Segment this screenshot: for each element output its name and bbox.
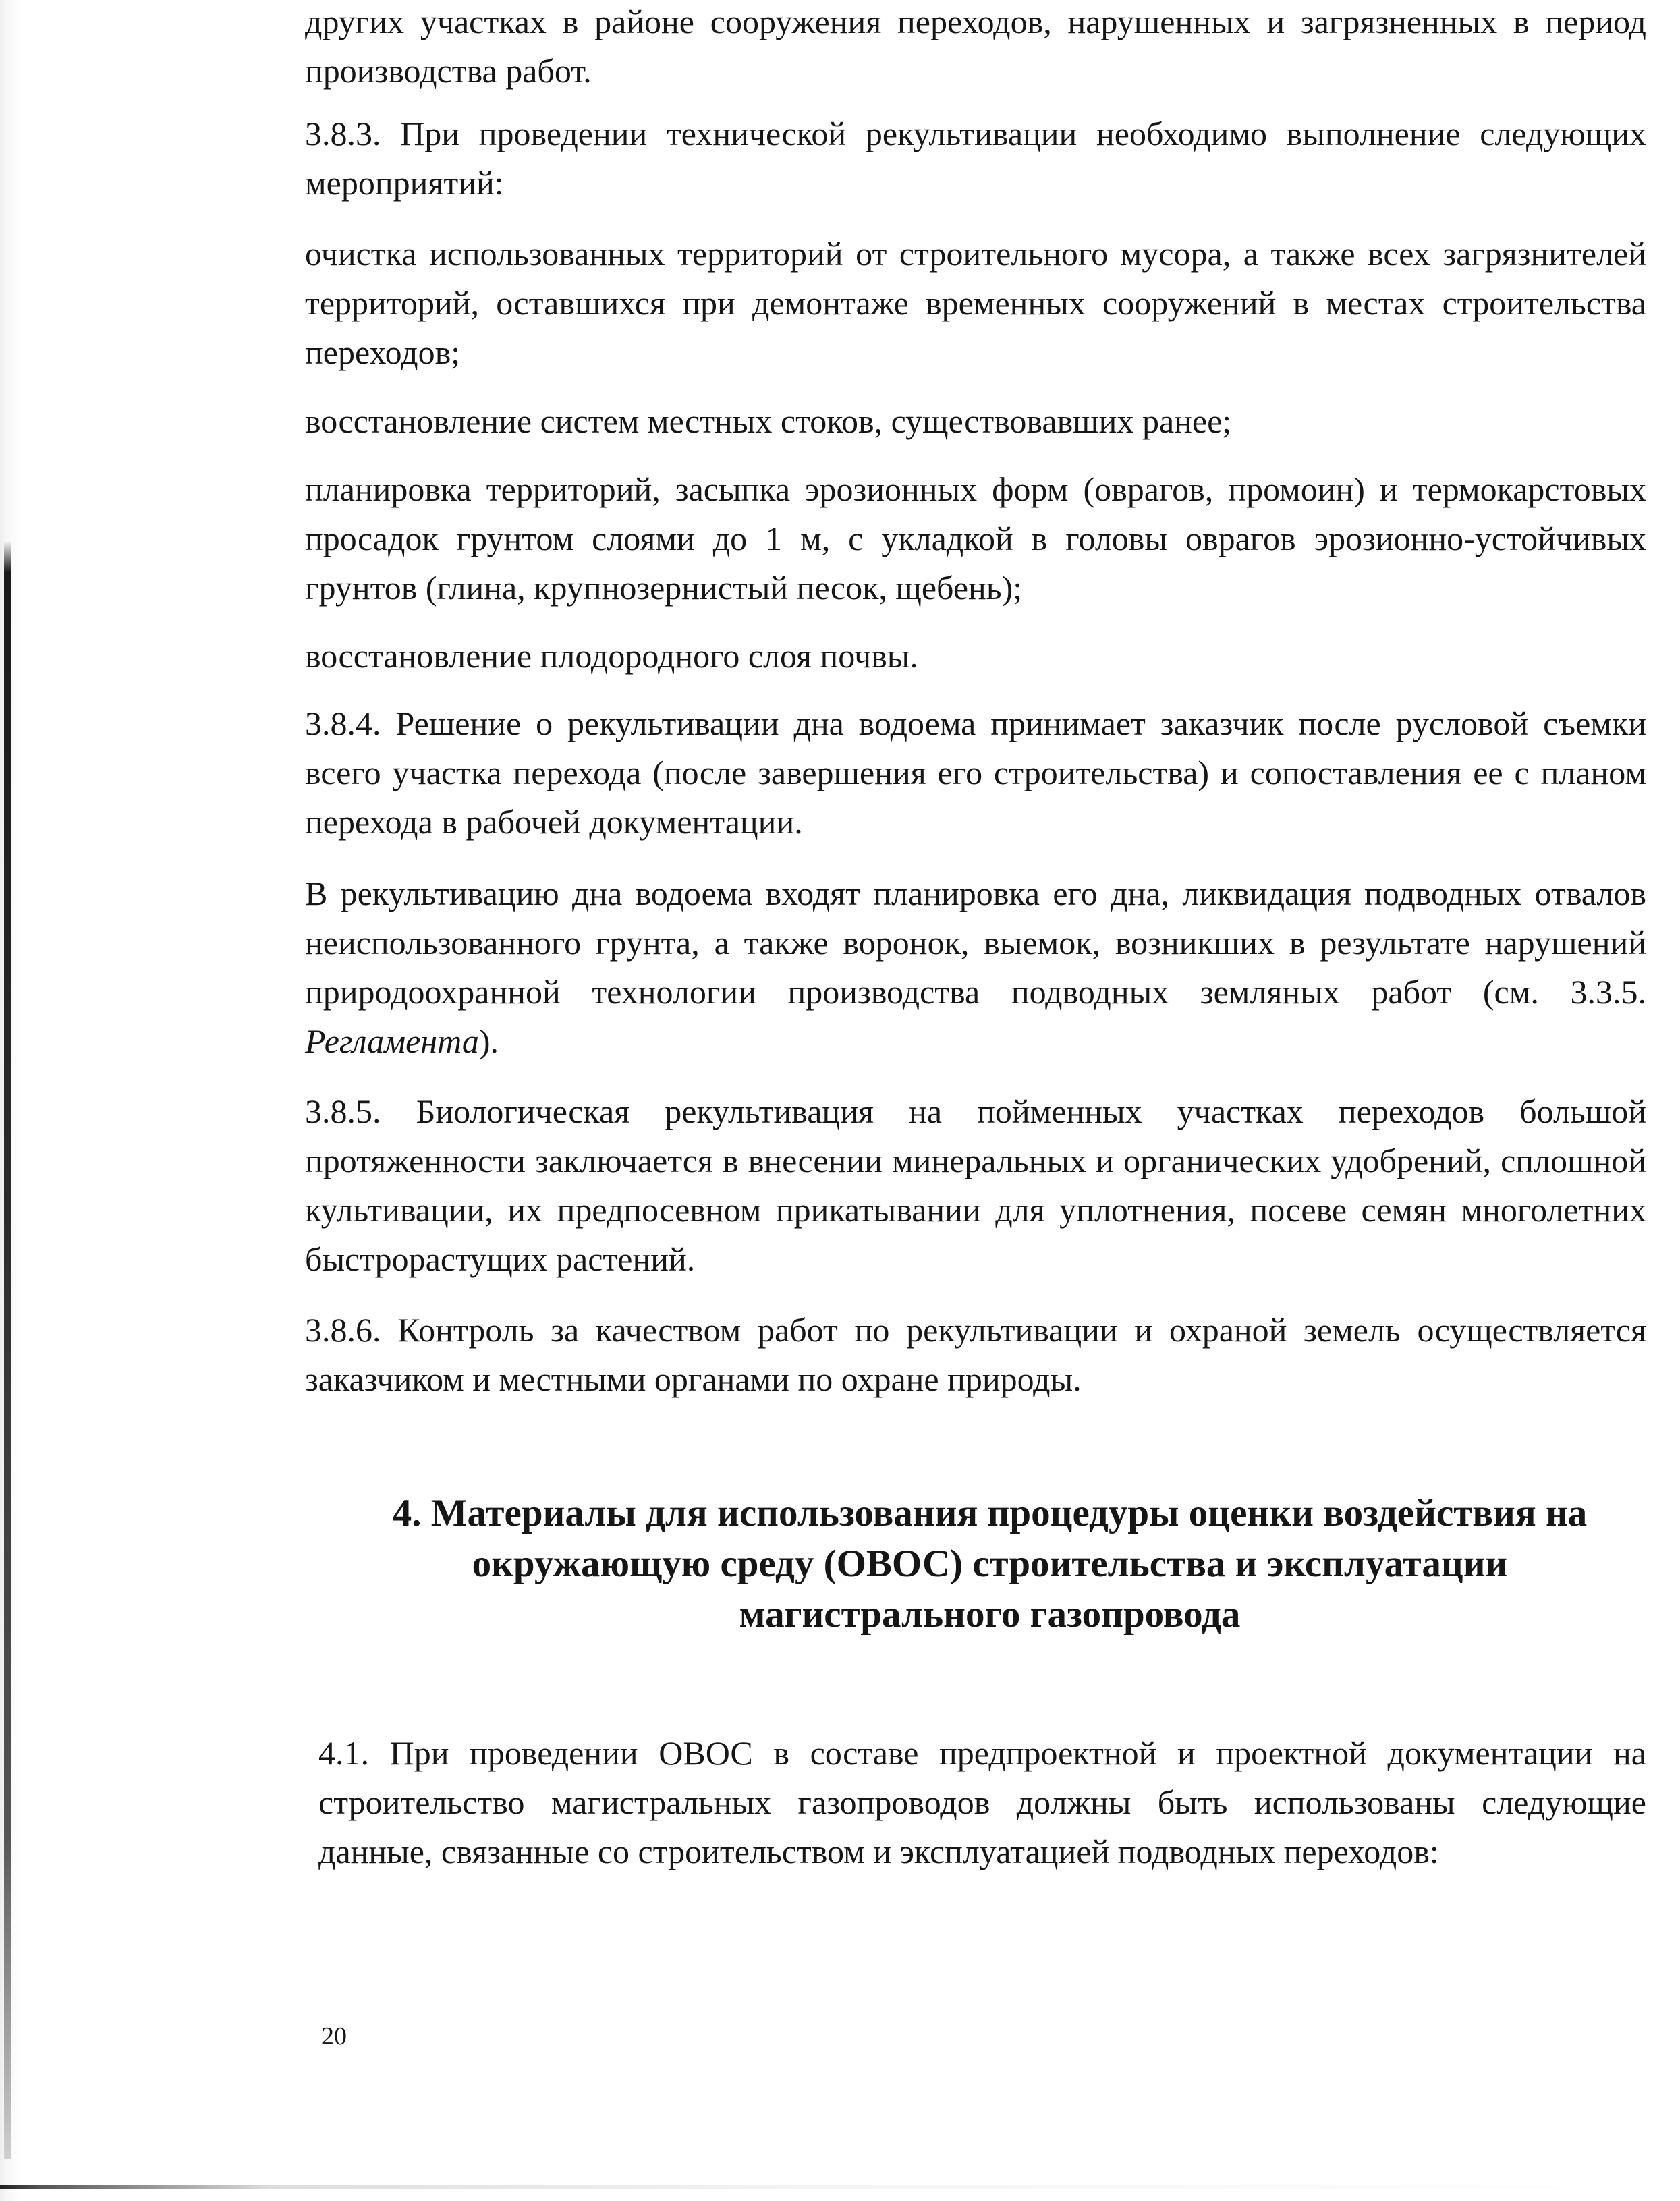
- list-item-cleanup: очистка использованных территорий от строительного мусора, а также всех загрязнителей территорий, оставшихся при демонтаже временных сооружений в местах строительства переходов;: [305, 235, 1646, 371]
- section-4-heading: [332, 1488, 1648, 1640]
- paragraph-continuation: других участках в районе сооружения переходов, нарушенных и загрязненных в период производства работ.: [305, 3, 1646, 90]
- paragraph-4-1: 4.1. При проведении ОВОС в составе предпроектной и проектной документации на строительство магистральных газопроводов должны быть использованы следующие данные, связанные со строительством и эксплуатацией подводных переходов:: [318, 1734, 1646, 1870]
- scan-bottom-edge: [0, 2185, 1680, 2189]
- scan-left-edge-line: [4, 540, 11, 2159]
- list-item-topsoil: восстановление плодородного слоя почвы.: [305, 637, 918, 675]
- heading-line-2: окружающую среду (ОВОС) строительства и эксплуатации: [472, 1542, 1508, 1585]
- reference-suffix: ).: [478, 1022, 499, 1060]
- list-item-drainage: восстановление систем местных стоков, существовавших ранее;: [305, 402, 1232, 440]
- page-number: 20: [321, 2022, 347, 2051]
- heading-line-3: магистрального газопровода: [739, 1593, 1241, 1636]
- heading-line-1: 4. Материалы для использования процедуры оценки воздействия на: [392, 1492, 1588, 1534]
- reference-italic: Регламента: [305, 1022, 479, 1060]
- list-item-grading: планировка территорий, засыпка эрозионных форм (оврагов, промоин) и термокарстовых просадок грунтом слоями до 1 м, с укладкой в головы оврагов эрозионно-устойчивых грунтов (глина, крупнозернистый песок, щебень);: [305, 470, 1646, 607]
- paragraph-3-8-5: 3.8.5. Биологическая рекультивация на пойменных участках переходов большой протяженности заключается в внесении минеральных и органических удобрений, сплошной культивации, их предпосевном прикатывании для уплотнения, посеве семян многолетних быстрорастущих растений.: [305, 1092, 1646, 1278]
- paragraph-3-8-3: 3.8.3. При проведении технической рекультивации необходимо выполнение следующих мероприятий:: [305, 115, 1646, 202]
- paragraph-reservoir-bed-text: В рекультивацию дна водоема входят планировка его дна, ликвидация подводных отвалов неиспользованного грунта, а также воронок, выемок, возникших в результате нарушений природоохранной технологии производства подводных земляных работ (см. 3.3.5.: [305, 874, 1646, 1011]
- paragraph-reservoir-bed: [305, 869, 1646, 1066]
- paragraph-3-8-4: 3.8.4. Решение о рекультивации дна водоема принимает заказчик после русловой съемки всего участка перехода (после завершения его строительства) и сопоставления ее с планом перехода в рабочей документации.: [305, 704, 1646, 841]
- paragraph-3-8-6: 3.8.6. Контроль за качеством работ по рекультивации и охраной земель осуществляется заказчиком и местными органами по охране природы.: [305, 1311, 1646, 1398]
